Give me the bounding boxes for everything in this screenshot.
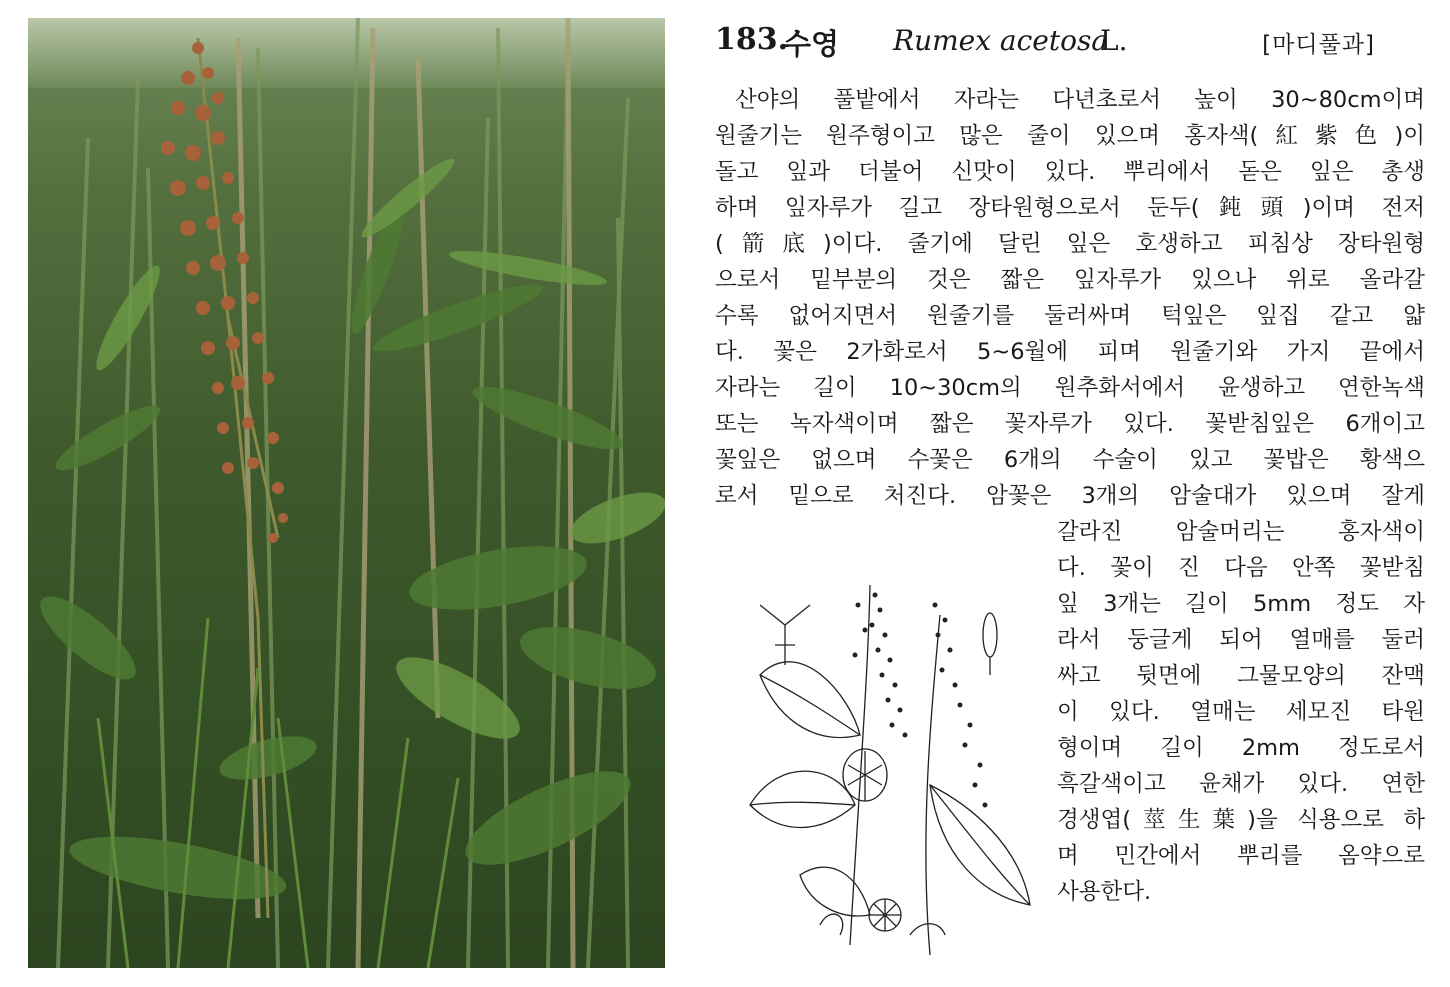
- entry-header: [715, 22, 1375, 66]
- description-line: 갈라진 암술머리는 홍자색이: [1057, 519, 1425, 545]
- description-line: 산야의 풀밭에서 자라는 다년초로서 높이 30~80cm이며: [735, 87, 1425, 113]
- description-line: (箭底)이다. 줄기에 달린 잎은 호생하고 피침상 장타원형: [715, 231, 1425, 257]
- description-line: 로서 밑으로 처진다. 암꽃은 3개의 암술대가 있으며 잘게: [715, 483, 1425, 509]
- description-line: 돌고 잎과 더불어 신맛이 있다. 뿌리에서 돋은 잎은 총생: [715, 159, 1425, 185]
- description-line: 꽃잎은 없으며 수꽃은 6개의 수술이 있고 꽃밥은 황색으: [715, 447, 1425, 473]
- plant-photo: [28, 18, 665, 968]
- description-line: 라서 둥글게 되어 열매를 둘러: [1057, 627, 1425, 653]
- scientific-name: Rumex acetosa: [893, 24, 1109, 57]
- family-name: [마디풀과]: [1262, 32, 1375, 58]
- description-line: 싸고 뒷면에 그물모양의 잔맥: [1057, 663, 1425, 689]
- description-line: 흑갈색이고 윤채가 있다. 연한: [1057, 771, 1425, 797]
- description-line: 잎 3개는 길이 5mm 정도 자: [1057, 591, 1425, 617]
- entry-number: 183.: [715, 22, 789, 57]
- description-line: 다. 꽃이 진 다음 안쪽 꽃받침: [1057, 555, 1425, 581]
- description-line: 또는 녹자색이며 짧은 꽃자루가 있다. 꽃받침잎은 6개이고: [715, 411, 1425, 437]
- botanical-drawing: [740, 575, 1040, 955]
- description-line: 원줄기는 원주형이고 많은 줄이 있으며 홍자색(紅紫色)이: [715, 123, 1425, 149]
- korean-name: 수영: [783, 27, 840, 61]
- author-abbreviation: L.: [1100, 24, 1128, 57]
- description-line: 형이며 길이 2mm 정도로서: [1057, 735, 1425, 761]
- description-line: 수록 없어지면서 원줄기를 둘러싸며 턱잎은 잎집 같고 얇: [715, 303, 1425, 329]
- description-line: 으로서 밑부분의 것은 짧은 잎자루가 있으나 위로 올라갈: [715, 267, 1425, 293]
- description-line: 하며 잎자루가 길고 장타원형으로서 둔두(鈍頭)이며 전저: [715, 195, 1425, 221]
- description-line: 며 민간에서 뿌리를 옴약으로: [1057, 843, 1425, 869]
- description-line: 다. 꽃은 2가화로서 5~6월에 피며 원줄기와 가지 끝에서: [715, 339, 1425, 365]
- description-line: 자라는 길이 10~30cm의 원추화서에서 윤생하고 연한녹색: [715, 375, 1425, 401]
- description-line: 이 있다. 열매는 세모진 타원: [1057, 699, 1425, 725]
- description-line: 사용한다.: [1057, 879, 1152, 905]
- description-line: 경생엽(莖生葉)을 식용으로 하: [1057, 807, 1425, 833]
